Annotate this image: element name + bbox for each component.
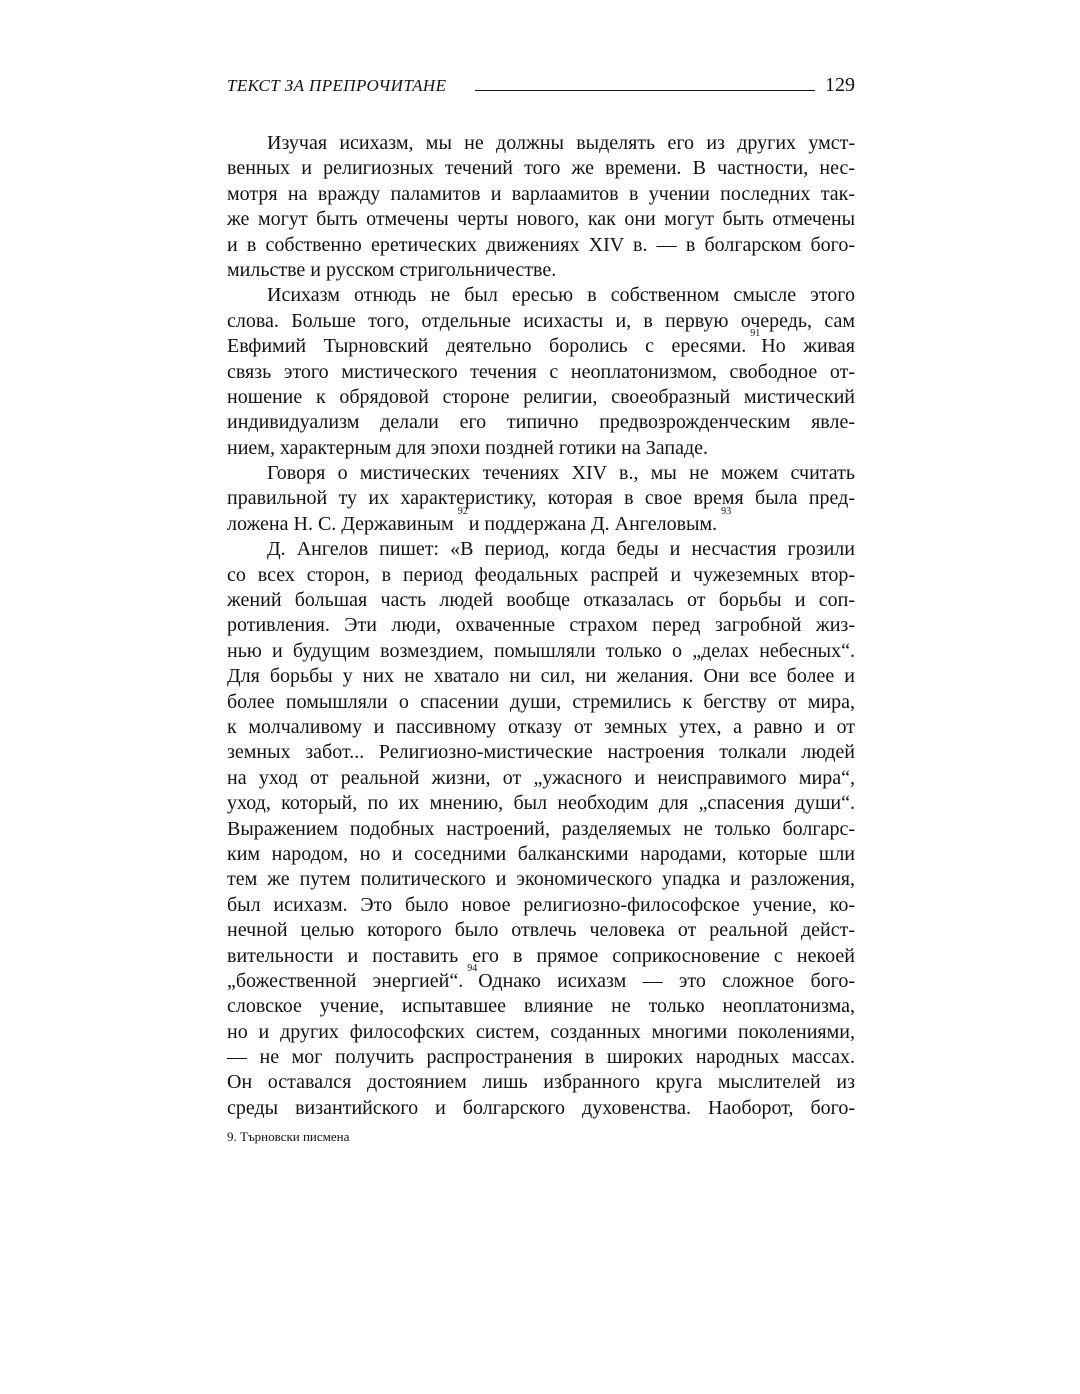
page-number: 129 (825, 74, 855, 96)
text-line (227, 613, 855, 638)
page-header (227, 76, 855, 100)
text-segment: Для борьбы у них не хватало ни сил, ни желания. Они все более и (227, 665, 855, 688)
text-line (227, 893, 855, 918)
running-head-title: ТЕКСТ ЗА ПРЕПРОЧИТАНЕ (227, 76, 447, 95)
text-segment: тем же путем политического и экономического упадка и разложения, (227, 868, 855, 891)
text-segment: со всех сторон, в период феодальных распрей и чужеземных втор- (227, 563, 855, 586)
text-segment: земных забот... Религиозно-мистические настроения толкали людей (227, 741, 855, 764)
text-line (227, 690, 855, 715)
text-line (227, 944, 855, 969)
text-segment: — не мог получить распространения в широких народных массах. (227, 1046, 855, 1069)
text-line (227, 1020, 855, 1045)
text-line (227, 486, 855, 511)
text-line (227, 994, 855, 1019)
text-segment: ротивления. Эти люди, охваченные страхом перед загробной жиз- (227, 614, 855, 637)
text-segment: же могут быть отмечены черты нового, как они могут быть отмечены (227, 208, 855, 231)
footnote-ref: 94 (467, 963, 478, 975)
text-segment: „божественной энергией“. (227, 969, 464, 992)
text-line (227, 233, 855, 258)
text-line (227, 664, 855, 689)
text-line (227, 715, 855, 740)
text-segment: и поддержана Д. Ангеловым. (468, 512, 718, 535)
text-line (227, 436, 855, 461)
footnote-ref: 91 (750, 328, 761, 340)
text-line (227, 791, 855, 816)
text-segment: Но живая (761, 335, 855, 358)
text-line (227, 283, 855, 308)
text-line (227, 360, 855, 385)
text-segment: нечной целью которого было отвлечь человека от реальной дейст- (227, 919, 855, 942)
text-segment: Д. Ангелов пишет: «В период, когда беды и несчастия грозили (267, 538, 855, 561)
text-segment: венных и религиозных течений того же времени. В частности, нес- (227, 157, 855, 180)
text-line (227, 461, 855, 486)
text-segment: Однако исихазм — это сложное бого- (478, 969, 855, 992)
text-segment: нием, характерным для эпохи поздней готики на Западе. (227, 436, 708, 459)
text-segment: более помышляли о спасении души, стремились к бегству от мира, (227, 690, 855, 713)
text-segment: и в собственно еретических движениях XIV в. — в болгарском бого- (227, 233, 855, 256)
printer-signature-mark: 9. Търновски писмена (227, 1129, 350, 1144)
text-segment: нью и будущим возмездием, помышляли только о „делах небесных“. (227, 639, 855, 662)
text-segment: связь этого мистического течения с неоплатонизмом, свободное от- (227, 360, 855, 383)
text-line (227, 1045, 855, 1070)
text-line (227, 182, 855, 207)
text-line (227, 1070, 855, 1095)
text-segment: словское учение, испытавшее влияние не только неоплатонизма, (227, 995, 855, 1018)
text-line (227, 207, 855, 232)
body-text (227, 131, 855, 1121)
text-line (227, 1096, 855, 1121)
text-line (227, 918, 855, 943)
text-line (227, 766, 855, 791)
text-line (227, 867, 855, 892)
text-line (227, 309, 855, 334)
text-segment: Исихазм отнюдь не был ересью в собственном смысле этого (267, 284, 855, 307)
text-segment: среды византийского и болгарского духовенства. Наоборот, бого- (227, 1096, 855, 1119)
text-segment: Евфимий Тырновский деятельно боролись с ересями. (227, 335, 747, 358)
text-segment: мильстве и русском стригольничестве. (227, 258, 557, 281)
text-line (227, 258, 855, 283)
header-rule (475, 90, 815, 91)
text-segment: Он оставался достоянием лишь избранного круга мыслителей из (227, 1071, 855, 1094)
text-segment: Выражением подобных настроений, разделяемых не только болгарс- (227, 817, 855, 840)
text-line (227, 385, 855, 410)
text-line (227, 588, 855, 613)
text-line (227, 410, 855, 435)
text-line (227, 506, 855, 537)
text-segment: ким народом, но и соседними балканскими народами, которые шли (227, 842, 855, 865)
text-segment: уход, который, по их мнению, был необходим для „спасения души“. (227, 792, 855, 815)
text-segment: ложена Н. С. Державиным (227, 512, 454, 535)
text-line (227, 131, 855, 156)
text-line (227, 740, 855, 765)
text-segment: вительности и поставить его в прямое соприкосновение с некоей (227, 944, 855, 967)
text-segment: на уход от реальной жизни, от „ужасного и неисправимого мира“, (227, 766, 855, 789)
text-segment: Изучая исихазм, мы не должны выделять его из других умст- (267, 132, 855, 154)
text-segment: но и других философских систем, созданных многими поколениями, (227, 1020, 855, 1043)
text-line (227, 817, 855, 842)
text-line (227, 328, 855, 359)
text-segment: слова. Больше того, отдельные исихасты и, в первую очередь, сам (227, 309, 855, 332)
text-segment: правильной ту их характеристику, которая в свое время была пред- (227, 487, 855, 510)
text-line (227, 537, 855, 562)
text-segment: ношение к обрядовой стороне религии, своеобразный мистический (227, 385, 855, 408)
text-segment: жений большая часть людей вообще отказалась от борьбы и соп- (227, 589, 855, 612)
text-segment: Говоря о мистических течениях XIV в., мы не можем считать (267, 462, 855, 485)
text-line (227, 156, 855, 181)
footnote-ref: 93 (721, 506, 732, 518)
text-segment: индивидуализм делали его типично предвозрожденческим явле- (227, 411, 855, 434)
text-line (227, 842, 855, 867)
text-line (227, 639, 855, 664)
text-segment: к молчаливому и пассивному отказу от земных утех, а равно и от (227, 715, 855, 738)
text-line (227, 963, 855, 994)
text-segment: мотря на вражду паламитов и варлаамитов в учении последних так- (227, 182, 855, 205)
footnote-ref: 92 (457, 506, 468, 518)
text-line (227, 563, 855, 588)
text-segment: был исихазм. Это было новое религиозно-философское учение, ко- (227, 893, 855, 916)
